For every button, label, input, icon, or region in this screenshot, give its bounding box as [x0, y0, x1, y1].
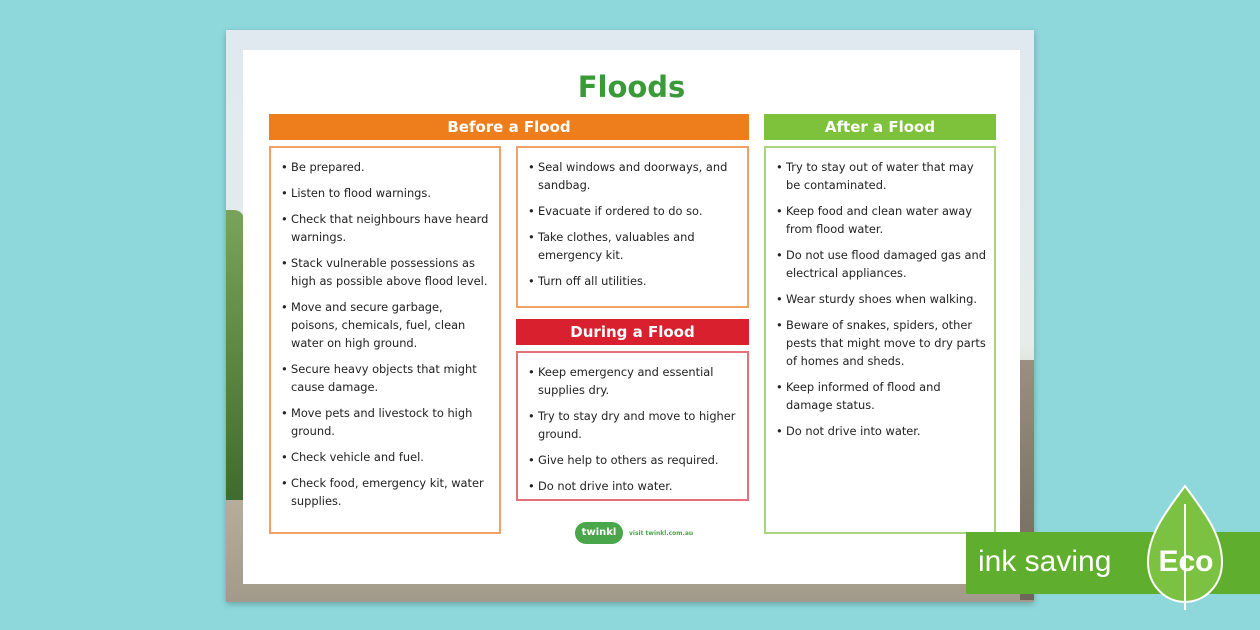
brand-url: visit twinkl.com.au	[629, 529, 694, 537]
during-flood-box	[516, 351, 749, 501]
after-flood-item: • Beware of snakes, spiders, other pests that might move to dry parts of homes and sheds.	[776, 316, 986, 370]
after-flood-heading: After a Flood	[764, 114, 996, 140]
before-flood-list-left	[281, 158, 491, 510]
before-flood-item: • Check that neighbours have heard warnings.	[281, 210, 491, 246]
eco-label: Eco	[1158, 545, 1214, 578]
during-flood-item: • Try to stay dry and move to higher ground.	[528, 407, 739, 443]
before-flood-item: • Move pets and livestock to high ground.	[281, 404, 491, 440]
before-flood-item: • Secure heavy objects that might cause damage.	[281, 360, 491, 396]
during-flood-item: • Do not drive into water.	[528, 477, 739, 495]
before-flood-item: • Take clothes, valuables and emergency kit.	[528, 228, 739, 264]
during-flood-list	[528, 363, 739, 495]
after-flood-list	[776, 158, 986, 440]
after-flood-item: • Do not drive into water.	[776, 422, 986, 440]
after-flood-item: • Keep informed of flood and damage status.	[776, 378, 986, 414]
after-flood-box	[764, 146, 996, 534]
after-flood-item: • Wear sturdy shoes when walking.	[776, 290, 986, 308]
before-flood-item: • Stack vulnerable possessions as high as possible above flood level.	[281, 254, 491, 290]
before-flood-item: • Turn off all utilities.	[528, 272, 739, 290]
during-flood-heading: During a Flood	[516, 319, 749, 345]
before-flood-heading: Before a Flood	[269, 114, 749, 140]
before-flood-item: • Listen to flood warnings.	[281, 184, 491, 202]
ink-saving-label: ink saving	[978, 545, 1112, 578]
during-flood-item: • Keep emergency and essential supplies dry.	[528, 363, 739, 399]
tree-background	[226, 210, 244, 500]
before-flood-box-left	[269, 146, 501, 534]
before-flood-list-right	[528, 158, 739, 290]
before-flood-item: • Move and secure garbage, poisons, chemicals, fuel, clean water on high ground.	[281, 298, 491, 352]
after-flood-item: • Do not use flood damaged gas and electrical appliances.	[776, 246, 986, 282]
before-flood-item: • Be prepared.	[281, 158, 491, 176]
before-flood-box-right	[516, 146, 749, 308]
brand-footer	[575, 520, 693, 546]
twinkl-logo: twinkl	[575, 522, 623, 544]
before-flood-item: • Seal windows and doorways, and sandbag.	[528, 158, 739, 194]
during-flood-item: • Give help to others as required.	[528, 451, 739, 469]
after-flood-item: • Keep food and clean water away from flood water.	[776, 202, 986, 238]
before-flood-item: • Check vehicle and fuel.	[281, 448, 491, 466]
floods-poster	[243, 50, 1020, 584]
poster-title: Floods	[577, 70, 686, 104]
before-flood-item: • Evacuate if ordered to do so.	[528, 202, 739, 220]
before-flood-item: • Check food, emergency kit, water supplies.	[281, 474, 491, 510]
after-flood-item: • Try to stay out of water that may be contaminated.	[776, 158, 986, 194]
